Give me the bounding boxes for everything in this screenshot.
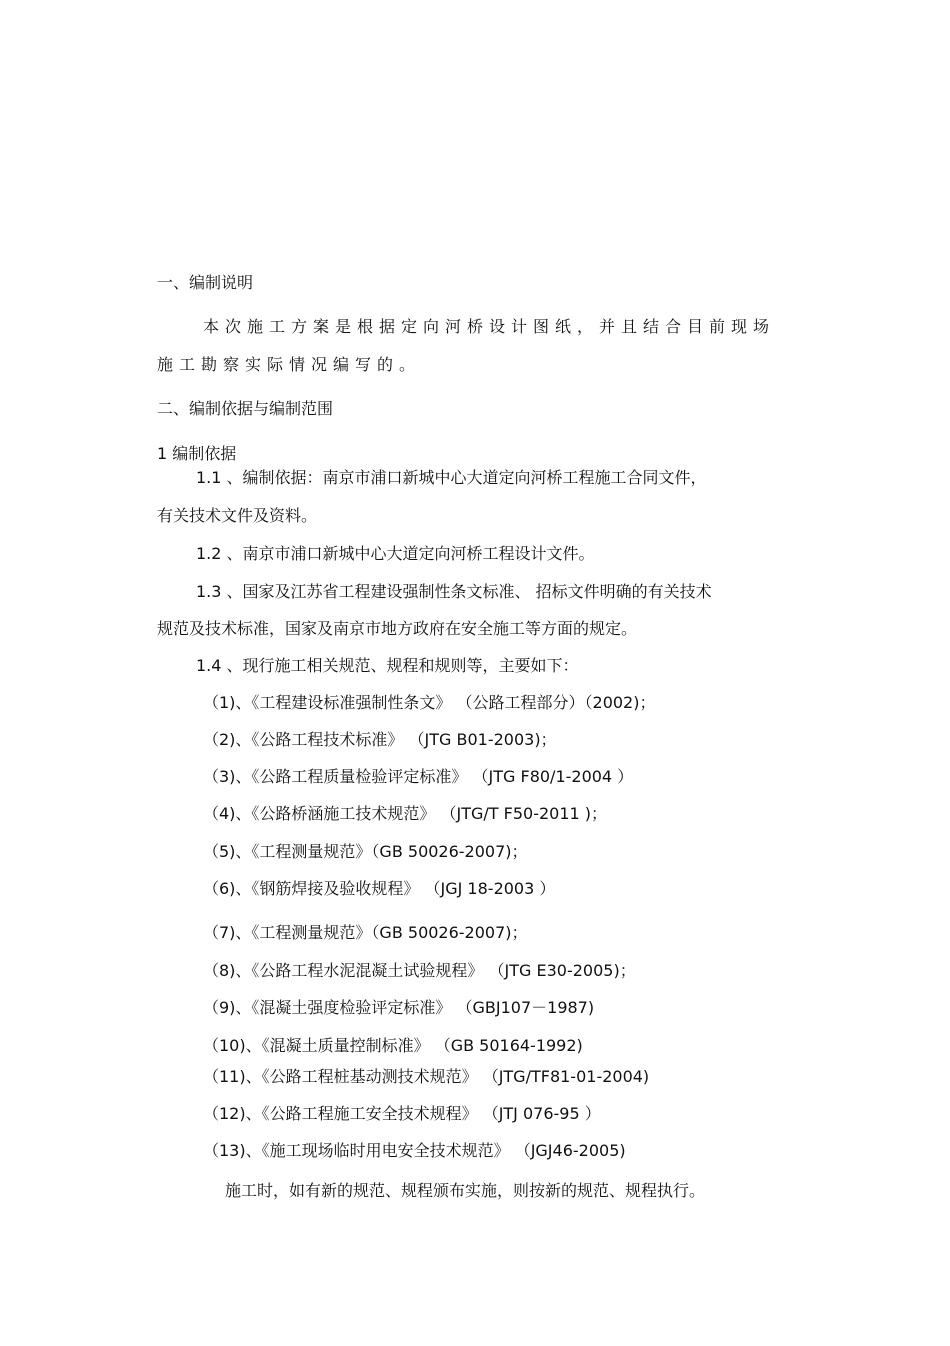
item-1-3-line-2: 规范及技术标准，国家及南京市地方政府在安全施工等方面的规定。 — [157, 619, 638, 638]
standard-item: （7)、《工程测量规范》（GB 50026-2007)； — [203, 923, 528, 942]
standard-item: （2)、《公路工程技术标准》 （JTG B01-2003)； — [203, 730, 557, 749]
standard-item: （4)、《公路桥涵施工技术规范》 （JTG/T F50-2011 )； — [203, 804, 608, 823]
standard-item: （10)、《混凝土质量控制标准》 （GB 50164-1992) — [203, 1036, 583, 1055]
item-1-2: 1.2 、南京市浦口新城中心大道定向河桥工程设计文件。 — [196, 544, 595, 563]
section-heading-1: 一、编制说明 — [157, 273, 254, 292]
item-1-4: 1.4 、现行施工相关规范、规程和规则等，主要如下： — [196, 656, 579, 675]
item-1-1-line-1: 1.1 、编制依据：南京市浦口新城中心大道定向河桥工程施工合同文件， — [196, 468, 707, 487]
standard-item: （5)、《工程测量规范》（GB 50026-2007)； — [203, 842, 528, 861]
standard-item: （6)、《钢筋焊接及验收规程》 （JGJ 18-2003 ） — [203, 879, 556, 898]
intro-paragraph-line-2: 施工勘察实际情况编写的。 — [157, 355, 422, 374]
standard-item: （1)、《工程建设标准强制性条文》 （公路工程部分）（2002)； — [203, 693, 656, 712]
item-1-1-line-2: 有关技术文件及资料。 — [157, 506, 318, 525]
standard-item: （11)、《公路工程桩基动测技术规范》 （JTG/TF81-01-2004) — [203, 1067, 650, 1086]
standard-item: （9)、《混凝土强度检验评定标准》 （GBJ107－1987) — [203, 998, 595, 1017]
standard-item: （13)、《施工现场临时用电安全技术规范》 （JGJ46-2005) — [203, 1141, 626, 1160]
closing-note: 施工时，如有新的规范、规程颁布实施，则按新的规范、规程执行。 — [225, 1181, 706, 1200]
item-1-3-line-1: 1.3 、国家及江苏省工程建设强制性条文标准、 招标文件明确的有关技术 — [196, 582, 712, 601]
standard-item: （12)、《公路工程施工安全技术规程》 （JTJ 076-95 ） — [203, 1104, 601, 1123]
standard-item: （3)、《公路工程质量检验评定标准》 （JTG F80/1-2004 ） — [203, 767, 634, 786]
intro-paragraph-line-1: 本次施工方案是根据定向河桥设计图纸，并且结合目前现场 — [203, 317, 776, 336]
subsection-heading-1: 1 编制依据 — [157, 444, 237, 463]
section-heading-2: 二、编制依据与编制范围 — [157, 399, 334, 418]
standard-item: （8)、《公路工程水泥混凝土试验规程》 （JTG E30-2005)； — [203, 961, 636, 980]
